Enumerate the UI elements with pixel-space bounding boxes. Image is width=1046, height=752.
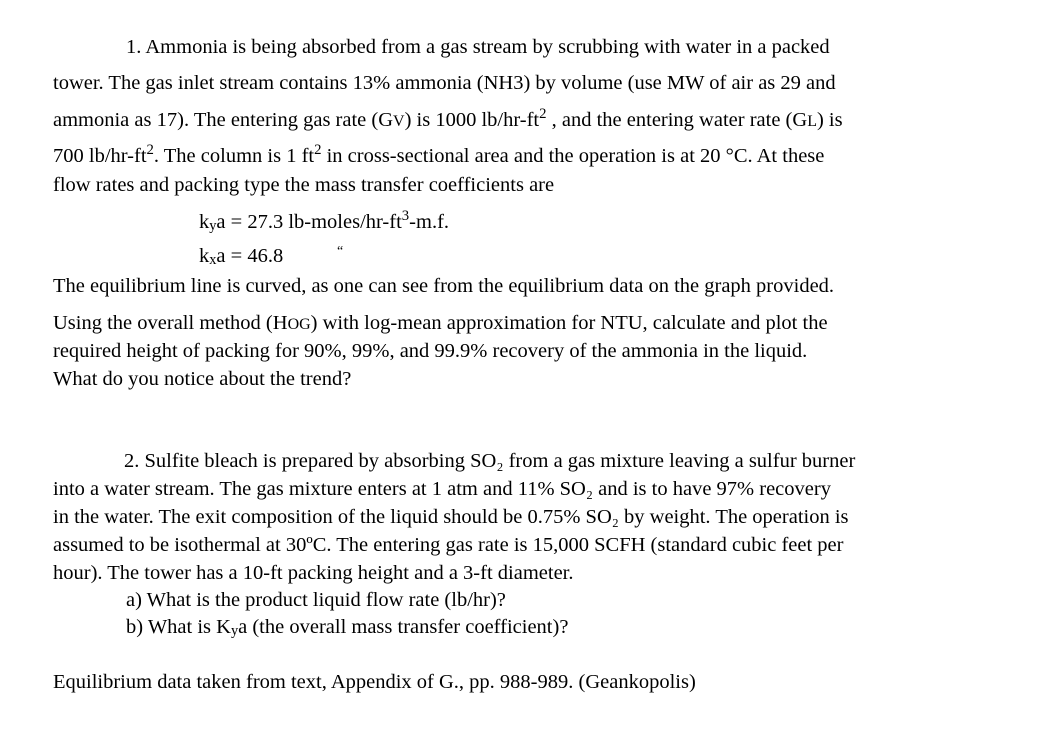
kxa-k: k — [199, 245, 210, 267]
p1-line-11: What do you notice about the trend? — [53, 368, 352, 390]
ft2-superscript: 2 — [539, 105, 547, 122]
p1-line-10: required height of packing for 90%, 99%, and 99.9% recovery of the ammonia in the liquid. — [53, 340, 808, 362]
question-b-suffix: a (the overall mass transfer coefficient)? — [238, 616, 569, 638]
p1-line-3b: ) is 1000 lb/hr-ft — [404, 109, 540, 131]
kya-equation — [199, 207, 450, 235]
liquid-rate-subscript: L — [807, 113, 817, 130]
kya-unit-end: -m.f. — [409, 211, 450, 233]
kya-subscript: y — [209, 218, 217, 235]
kxa-subscript: x — [209, 252, 217, 269]
p1-line-3d: ) is — [816, 109, 843, 131]
kya-k: k — [199, 211, 210, 233]
p1-line-4c: in cross-sectional area and the operation is at 20 °C. At these — [321, 145, 825, 167]
p1-line-1: 1. Ammonia is being absorbed from a gas stream by scrubbing with water in a packed — [126, 36, 830, 58]
area-superscript: 2 — [314, 141, 322, 158]
p2-line-5: hour). The tower has a 10-ft packing height and a 3-ft diameter. — [53, 562, 574, 584]
p2-line-3: in the water. The exit composition of the liquid should be 0.75% SO₂ by weight. The operation is — [53, 506, 849, 528]
kxa-value: a = 46.8 — [216, 245, 284, 267]
p1-line-5: flow rates and packing type the mass transfer coefficients are — [53, 174, 555, 196]
question-b — [126, 617, 568, 638]
p1-line-8: The equilibrium line is curved, as one can see from the equilibrium data on the graph provided. — [53, 275, 835, 297]
p2-line-2: into a water stream. The gas mixture enters at 1 atm and 11% SO₂ and is to have 97% recovery — [53, 478, 831, 500]
p2-line-1: 2. Sulfite bleach is prepared by absorbing SO₂ from a gas mixture leaving a sulfur burner — [124, 450, 856, 472]
p1-line-4a: 700 lb/hr-ft — [53, 145, 147, 167]
ft2-superscript-b: 2 — [146, 141, 154, 158]
gas-rate-subscript: V — [393, 113, 405, 130]
p1-line-4 — [53, 141, 825, 167]
p2-line-4: assumed to be isothermal at 30ºC. The entering gas rate is 15,000 SCFH (standard cubic feet per — [53, 534, 844, 556]
p1-line-3a: ammonia as 17). The entering gas rate (G — [53, 109, 394, 131]
kya-value: a = 27.3 lb-moles/hr-ft — [216, 211, 402, 233]
kxa-equation — [199, 246, 283, 267]
question-a: a) What is the product liquid flow rate (lb/hr)? — [126, 589, 506, 611]
footer-reference: Equilibrium data taken from text, Appendix of G., pp. 988-989. (Geankopolis) — [53, 671, 696, 693]
p1-line-2: tower. The gas inlet stream contains 13% ammonia (NH3) by volume (use MW of air as 29 and — [53, 72, 836, 94]
ditto-mark: “ — [337, 244, 344, 259]
hog-subscript: OG — [287, 316, 311, 333]
p1-line-9a: Using the overall method (H — [53, 312, 288, 334]
question-b-prefix: b) What is K — [126, 616, 231, 638]
p1-line-3 — [53, 105, 843, 131]
p1-line-9b: ) with log-mean approximation for NTU, calculate and plot the — [310, 312, 828, 334]
ft3-superscript: 3 — [401, 207, 410, 224]
kya-overall-subscript: y — [230, 623, 239, 640]
p1-line-3c: , and the entering water rate (G — [546, 109, 808, 131]
p1-line-4b: . The column is 1 ft — [153, 145, 315, 167]
p1-line-9 — [53, 313, 828, 334]
